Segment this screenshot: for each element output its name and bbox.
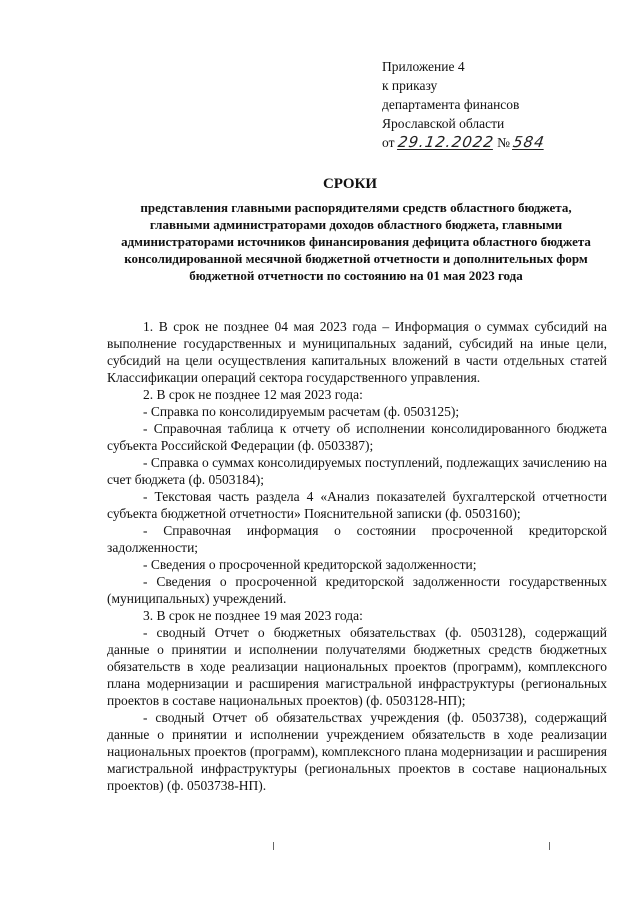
appendix-line-2: к приказу <box>382 78 438 93</box>
list-item: - Текстовая часть раздела 4 «Анализ показателей бухгалтерской отчетности субъекта бюджетной отчетности» Пояснительной записки (ф. 0503160); <box>107 489 607 521</box>
paragraph-2: 2. В срок не позднее 12 мая 2023 года: <box>143 387 363 402</box>
appendix-date-line <box>382 133 545 152</box>
list-item: - сводный Отчет о бюджетных обязательствах (ф. 0503128), содержащий данные о принятии и исполнении получателями бюджетных средств бюджетных обязательств в ходе реализации национальных проектов (программ), комплексного плана модернизации и расширения магистральной инфраструктуры (региональных проектов в составе национальных проектов) (ф. 0503128-НП); <box>107 625 607 708</box>
appendix-line-1: Приложение 4 <box>382 59 465 74</box>
document-title: СРОКИ <box>322 176 378 192</box>
list-item: - Справочная информация о состоянии просроченной кредиторской задолженности; <box>107 523 607 555</box>
appendix-block <box>382 57 545 152</box>
appendix-line-3: департамента финансов <box>382 97 520 112</box>
date-prefix: от <box>382 135 395 150</box>
list-item: - Справка по консолидируемым расчетам (ф. 0503125); <box>143 404 460 419</box>
paragraph-3: 3. В срок не позднее 19 мая 2023 года: <box>143 608 363 623</box>
document-subtitle: представления главными распорядителями средств областного бюджета, главными администраторами доходов областного бюджета, главными администраторами источников финансирования дефицита областного бюджета консолидированной месячной бюджетной отчетности и дополнительных форм бюджетной отчетности по состоянию на 01 мая 2023 года <box>121 200 591 283</box>
list-item: - Сведения о просроченной кредиторской задолженности; <box>143 557 477 572</box>
appendix-line-4: Ярославской области <box>382 116 505 131</box>
document-body <box>107 318 607 794</box>
handwritten-number: 584 <box>512 133 547 151</box>
handwritten-date: 29.12.2022 <box>396 133 496 151</box>
list-item: - Справка о суммах консолидируемых поступлений, подлежащих зачислению на счет бюджета (ф. 0503184); <box>107 455 607 487</box>
paragraph-1: 1. В срок не позднее 04 мая 2023 года – Информация о суммах субсидий на выполнение государственных и муниципальных заданий, субсидий на иные цели, субсидий на цели осуществления капитальных вложений в части отдельных статей Классификации операций сектора государственного управления. <box>107 319 607 385</box>
list-item: - Сведения о просроченной кредиторской задолженности государственных (муниципальных) учреждений. <box>107 574 607 606</box>
scan-mark <box>549 842 550 850</box>
scan-mark <box>273 842 274 850</box>
list-item: - сводный Отчет об обязательствах учреждения (ф. 0503738), содержащий данные о принятии и исполнении учреждением обязательств в ходе реализации национальных проектов (программ), комплексного плана модернизации и расширения магистральной инфраструктуры (региональных проектов в составе национальных проектов) (ф. 0503738-НП). <box>107 710 607 793</box>
list-item: - Справочная таблица к отчету об исполнении консолидированного бюджета субъекта Российской Федерации (ф. 0503387); <box>107 421 607 453</box>
number-prefix: № <box>497 135 511 150</box>
